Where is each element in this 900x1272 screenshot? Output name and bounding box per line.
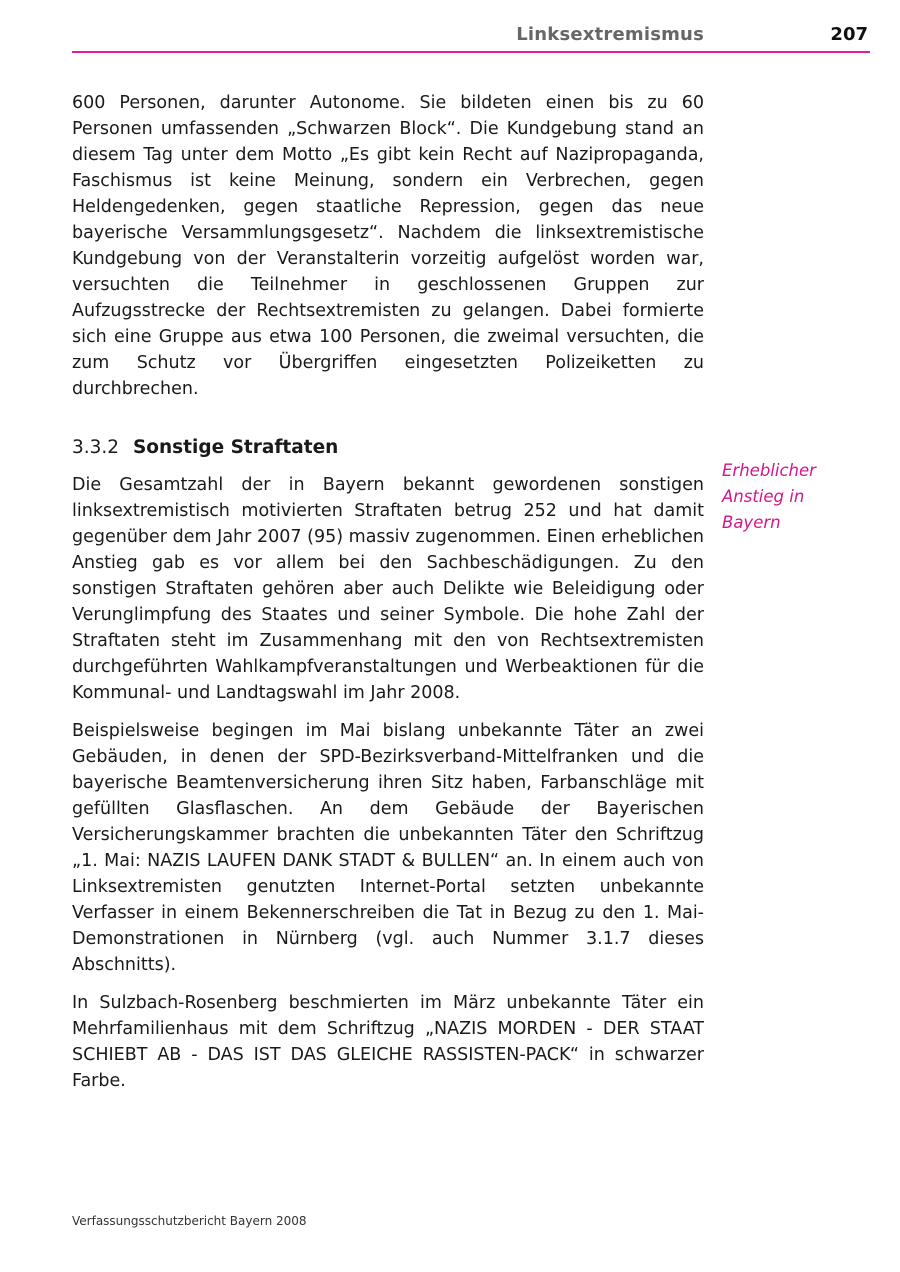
margin-note-line: Bayern [722, 513, 781, 532]
header-rule [72, 51, 870, 53]
page-header [72, 22, 872, 52]
paragraph-intro: 600 Personen, darunter Autonome. Sie bildeten einen bis zu 60 Personen umfassenden „Schwarzen Block“. Die Kundgebung stand an diesem Tag unter dem Motto „Es gibt kein Recht auf Nazipropaganda, Faschismus ist keine Meinung, sondern ein Verbrechen, gegen Heldengedenken, gegen staatliche Repression, gegen das neue bayerische Versammlungsgesetz“. Nachdem die linksextremistische Kundgebung von der Veranstalterin vorzeitig aufgelöst worden war, versuchten die Teilnehmer in geschlossenen Gruppen zur Aufzugsstrecke der Rechtsextremisten zu gelangen. Dabei formierte sich eine Gruppe aus etwa 100 Personen, die zweimal versuchten, die zum Schutz vor Übergriffen eingesetzten Polizeiketten zu durchbrechen. [72, 93, 704, 399]
section-heading [72, 434, 704, 462]
page-footer: Verfassungsschutzbericht Bayern 2008 [72, 1214, 307, 1228]
running-title: Linksextremismus [516, 24, 704, 45]
paragraph-2: Beispielsweise begingen im Mai bislang unbekannte Täter an zwei Gebäuden, in denen der SPD-Bezirksverband-Mittelfranken und die bayerische Beamtenversicherung ihren Sitz haben, Farbanschläge mit gefüllten Glasflaschen. An dem Gebäude der Bayerischen Versicherungskammer brachten die unbekannten Täter den Schriftzug „1. Mai: NAZIS LAUFEN DANK STADT & BULLEN“ an. In einem auch von Linksextremisten genutzten Internet-Portal setzten unbekannte Verfasser in einem Bekennerschreiben die Tat in Bezug zu den 1. Mai-Demonstrationen in Nürnberg (vgl. auch Nummer 3.1.7 dieses Abschnitts). [72, 721, 704, 975]
section-title: Sonstige Straftaten [132, 437, 339, 458]
margin-note [722, 458, 872, 536]
paragraph-3: In Sulzbach-Rosenberg beschmierten im März unbekannte Täter ein Mehrfamilienhaus mit dem Schriftzug „NAZIS MORDEN - DER STAAT SCHIEBT AB - DAS IST DAS GLEICHE RASSISTEN-PACK“ in schwarzer Farbe. [72, 993, 704, 1091]
paragraph-1: Die Gesamtzahl der in Bayern bekannt gewordenen sonstigen linksextremistisch motivierten Straftaten betrug 252 und hat damit gegenüber dem Jahr 2007 (95) massiv zugenommen. Einen erheblichen Anstieg gab es vor allem bei den Sachbeschädigungen. Zu den sonstigen Straftaten gehören aber auch Delikte wie Beleidigung oder Verunglimpfung des Staates und seiner Symbole. Die hohe Zahl der Straftaten steht im Zusammenhang mit den von Rechtsextremisten durchgeführten Wahlkampfveranstaltungen und Werbeaktionen für die Kommunal- und Landtagswahl im Jahr 2008. [72, 475, 704, 703]
page-number: 207 [830, 24, 868, 45]
margin-note-line: Erheblicher [722, 461, 816, 480]
main-content [72, 90, 704, 1106]
margin-note-line: Anstieg in [722, 487, 805, 506]
section-number: 3.3.2 [72, 437, 120, 458]
